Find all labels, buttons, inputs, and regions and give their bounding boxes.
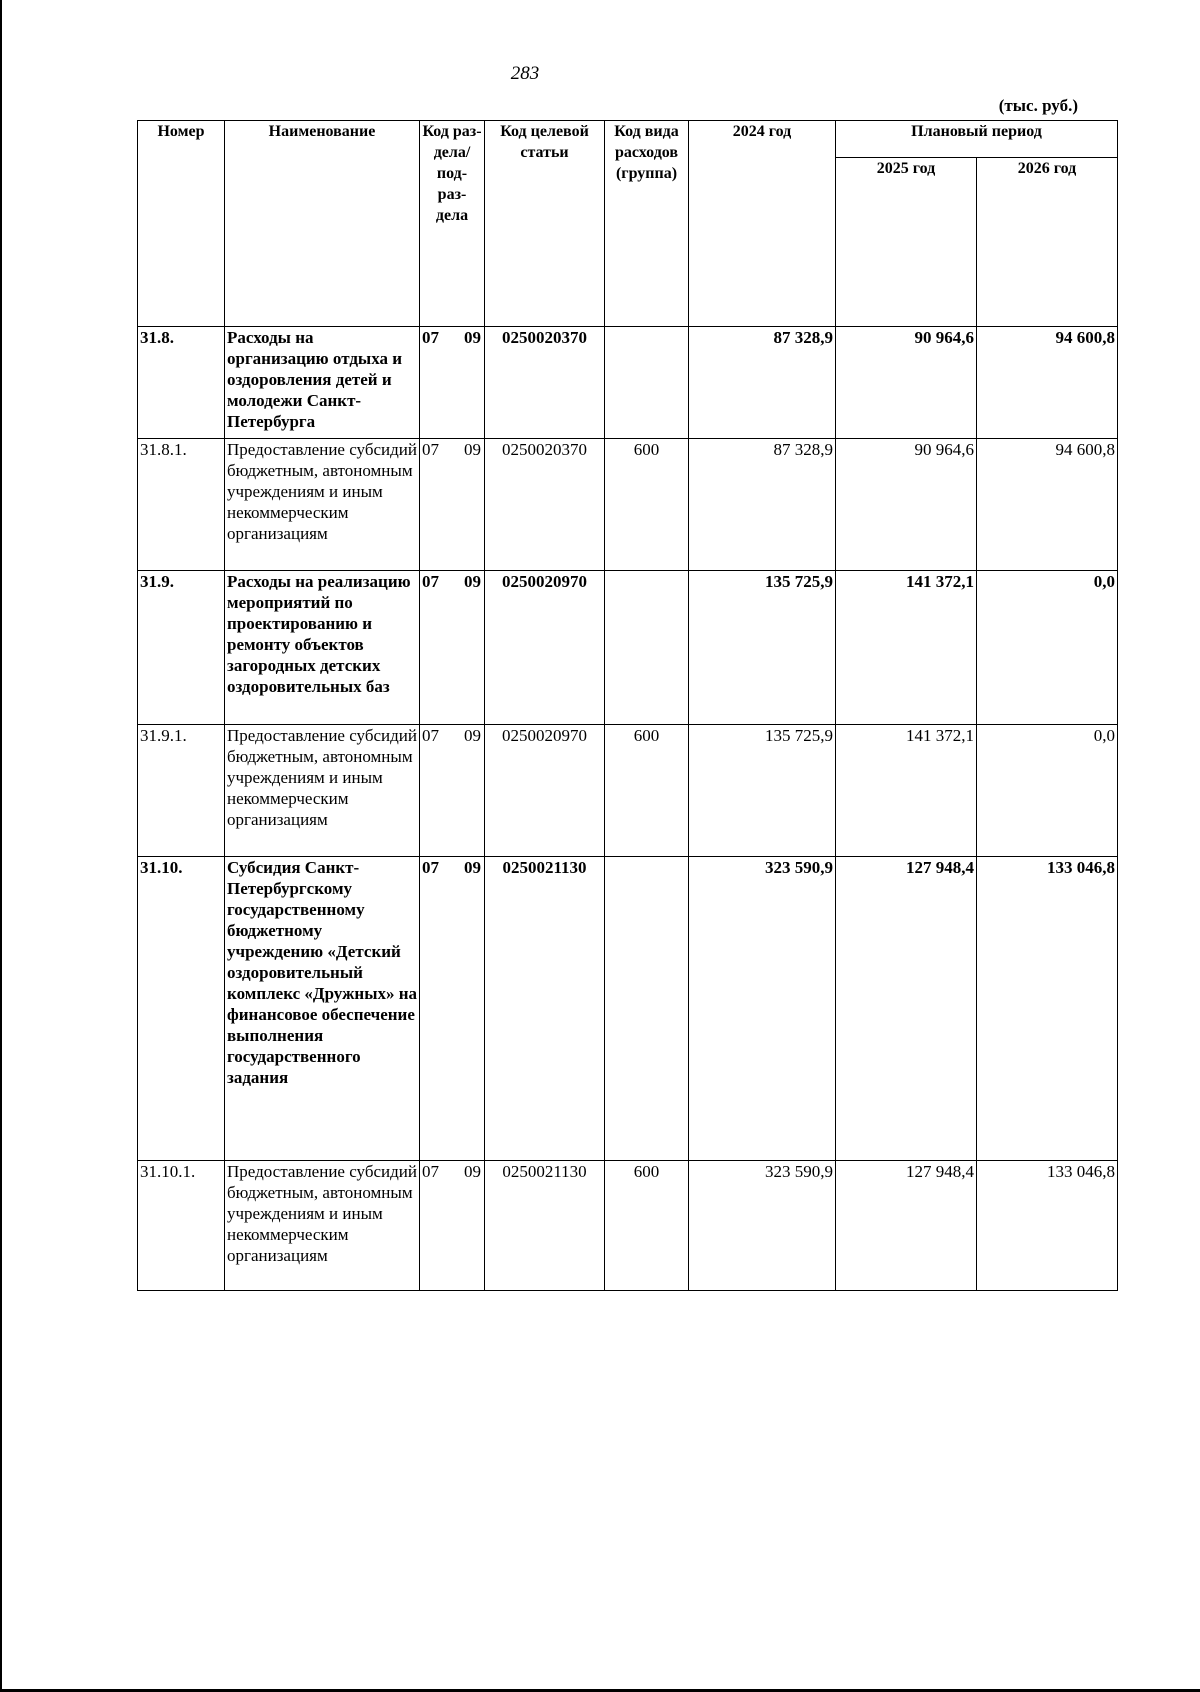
table-row: [138, 857, 1118, 1161]
row-value-2026: 0,0: [977, 725, 1118, 857]
row-value-2025: 90 964,6: [836, 327, 977, 439]
header-number: Номер: [138, 121, 225, 327]
row-expense-code: 600: [605, 1161, 689, 1291]
row-value-2025: 141 372,1: [836, 725, 977, 857]
row-target-code: 0250021130: [485, 1161, 605, 1291]
subsection-code: 09: [464, 858, 481, 877]
row-target-code: 0250020370: [485, 327, 605, 439]
subsection-code: 09: [464, 1162, 481, 1181]
row-value-2026: 94 600,8: [977, 327, 1118, 439]
row-expense-code: [605, 327, 689, 439]
row-name: Предоставление субсидий бюджетным, автономным учреждениям и иным некоммерческим организациям: [225, 725, 420, 857]
units-label: (тыс. руб.): [998, 96, 1078, 115]
row-value-2024: 323 590,9: [689, 1161, 836, 1291]
subsection-code: 09: [464, 572, 481, 591]
row-value-2024: 135 725,9: [689, 725, 836, 857]
section-code: 07: [422, 572, 439, 591]
row-value-2026: 0,0: [977, 571, 1118, 725]
subsection-code: 09: [464, 726, 481, 745]
row-name: Расходы на реализацию мероприятий по проектированию и ремонту объектов загородных детских оздоровительных баз: [225, 571, 420, 725]
header-planned-period: Плановый период: [836, 121, 1118, 158]
page-number: 283: [510, 63, 540, 84]
header-section-code: Код раз- дела/ под- раз- дела: [420, 121, 485, 327]
row-value-2025: 127 948,4: [836, 857, 977, 1161]
header-target-code: Код целевой статьи: [485, 121, 605, 327]
row-value-2024: 135 725,9: [689, 571, 836, 725]
section-code: 07: [422, 858, 439, 877]
header-expense-code: Код вида расходов (группа): [605, 121, 689, 327]
row-section-code: [420, 439, 485, 571]
row-target-code: 0250020970: [485, 571, 605, 725]
header-row-top: [138, 121, 1118, 158]
row-value-2026: 133 046,8: [977, 1161, 1118, 1291]
row-expense-code: 600: [605, 725, 689, 857]
header-year-2025: 2025 год: [836, 158, 977, 327]
row-value-2026: 94 600,8: [977, 439, 1118, 571]
row-value-2026: 133 046,8: [977, 857, 1118, 1161]
table-row: [138, 725, 1118, 857]
row-section-code: [420, 725, 485, 857]
row-number: 31.10.1.: [138, 1161, 225, 1291]
row-value-2024: 87 328,9: [689, 439, 836, 571]
scan-edge-left: [0, 0, 2, 1692]
row-expense-code: 600: [605, 439, 689, 571]
header-year-2026: 2026 год: [977, 158, 1118, 327]
header-year-2024: 2024 год: [689, 121, 836, 327]
row-value-2024: 87 328,9: [689, 327, 836, 439]
section-code: 07: [422, 1162, 439, 1181]
row-target-code: 0250021130: [485, 857, 605, 1161]
row-number: 31.9.1.: [138, 725, 225, 857]
row-value-2025: 90 964,6: [836, 439, 977, 571]
row-value-2025: 127 948,4: [836, 1161, 977, 1291]
row-section-code: [420, 327, 485, 439]
table-row: [138, 1161, 1118, 1291]
row-name: Субсидия Санкт-Петербургскому государственному бюджетному учреждению «Детский оздоровительный комплекс «Дружных» на финансовое обеспечение выполнения государственного задания: [225, 857, 420, 1161]
row-name: Предоставление субсидий бюджетным, автономным учреждениям и иным некоммерческим организациям: [225, 439, 420, 571]
row-number: 31.8.1.: [138, 439, 225, 571]
row-expense-code: [605, 857, 689, 1161]
row-expense-code: [605, 571, 689, 725]
row-number: 31.9.: [138, 571, 225, 725]
row-value-2025: 141 372,1: [836, 571, 977, 725]
section-code: 07: [422, 328, 439, 347]
subsection-code: 09: [464, 440, 481, 459]
section-code: 07: [422, 440, 439, 459]
section-code: 07: [422, 726, 439, 745]
row-number: 31.8.: [138, 327, 225, 439]
row-target-code: 0250020970: [485, 725, 605, 857]
row-value-2024: 323 590,9: [689, 857, 836, 1161]
row-number: 31.10.: [138, 857, 225, 1161]
table-row: [138, 439, 1118, 571]
table-row: [138, 327, 1118, 439]
row-section-code: [420, 1161, 485, 1291]
table-row: [138, 571, 1118, 725]
header-name: Наименование: [225, 121, 420, 327]
row-section-code: [420, 857, 485, 1161]
row-name: Предоставление субсидий бюджетным, автономным учреждениям и иным некоммерческим организациям: [225, 1161, 420, 1291]
row-name: Расходы на организацию отдыха и оздоровления детей и молодежи Санкт-Петербурга: [225, 327, 420, 439]
row-target-code: 0250020370: [485, 439, 605, 571]
subsection-code: 09: [464, 328, 481, 347]
row-section-code: [420, 571, 485, 725]
budget-table: [137, 120, 1118, 1291]
